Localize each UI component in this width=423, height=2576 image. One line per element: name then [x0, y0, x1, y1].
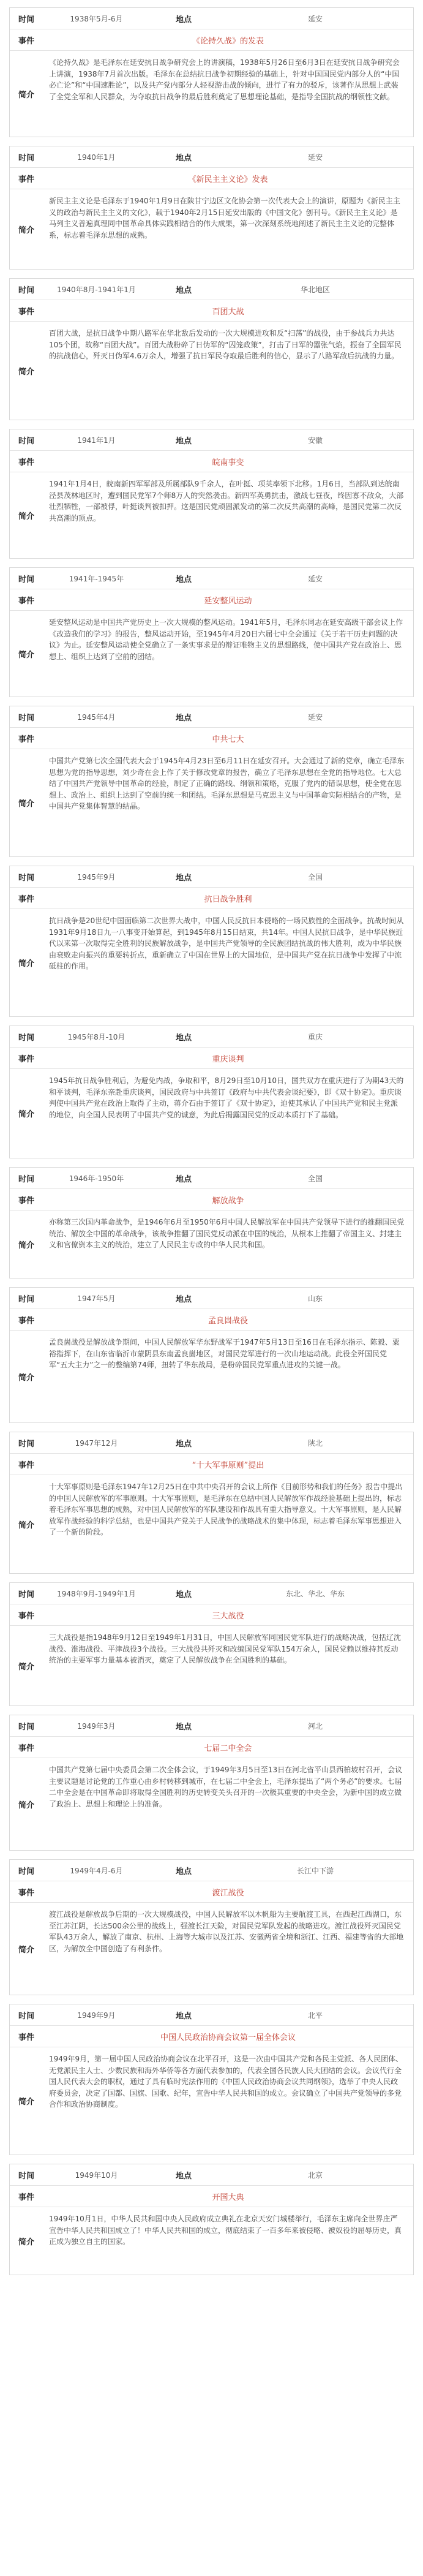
entry-time-row [10, 1026, 413, 1048]
place-label: 地点 [175, 1722, 192, 1732]
timeline-entry [9, 1287, 414, 1423]
time-label: 时间 [18, 1439, 35, 1449]
intro-label: 简介 [18, 1110, 35, 1119]
entry-intro-row [10, 189, 413, 269]
place-label: 地点 [175, 713, 192, 723]
timeline-entry [9, 1432, 414, 1574]
entry-intro-row [10, 1903, 413, 1995]
entry-event-row [10, 300, 413, 322]
entry-place: 北京 [307, 2170, 323, 2180]
event-label: 事件 [18, 1196, 35, 1206]
entry-intro-text: 三大战役是指1948年9月12日至1949年1月31日，中国人民解放军同国民党军队进行的战略决战，包括辽沈战役、淮海战役、平津战役3个战役。三大战役共歼灭和改编国民党军队154万余人，国民党赖以维持其反动统治的主要军事力量基本被消灭，奠定了人民解放战争在全国胜利的基础。 [49, 1633, 401, 1665]
entry-time: 1940年1月 [77, 153, 116, 162]
place-label: 地点 [175, 15, 192, 25]
entry-intro-text: 中国共产党第七次全国代表大会于1945年4月23日至6月11日在延安召开。大会通过了新的党章，确立毛泽东思想为党的指导思想，刘少奇在会上作了关于修改党章的报告，确立了毛泽东思想在全党的指导地位。七大总结了中国共产党领导中国革命的经验，制定了正确的路线、纲领和策略，克服了党内的错误思想，使全党在思想上、政治上、组织上达到了空前的统一和团结。毛泽东思想是马克思主义与中国革命实际相结合的产物，是中国共产党集体智慧的结晶。 [49, 757, 405, 811]
entry-time: 1948年9月-1949年1月 [57, 1589, 136, 1598]
entry-time: 1938年5月-6月 [70, 14, 123, 23]
entry-place: 华北地区 [300, 285, 330, 294]
entry-time: 1941年1月 [77, 436, 116, 445]
timeline-entry [9, 429, 414, 559]
entry-time-row [10, 2164, 413, 2186]
entry-intro-row [10, 1211, 413, 1278]
time-label: 时间 [18, 436, 35, 446]
event-label: 事件 [18, 1316, 35, 1326]
entry-intro-text: 1945年抗日战争胜利后，为避免内战，争取和平，8月29日至10月10日，国共双方在重庆进行了为期43天的和平谈判，毛泽东亲赴重庆谈判，国民政府与中共签订《政府与中共代表会谈纪要》，即《双十协定》。重庆谈判使中国共产党在政治上取得了主动，蒋介石由于签订了《双十协定》，迫使其承认了中国共产党和民主党派的地位，向全国人民表明了中国共产党的诚意，为此后揭露国民党的反动本质打下了基础。 [49, 1076, 404, 1119]
entry-event-row [10, 1604, 413, 1626]
time-label: 时间 [18, 1590, 35, 1600]
place-label: 地点 [175, 873, 192, 883]
event-label: 事件 [18, 458, 35, 467]
entry-event-row [10, 1309, 413, 1331]
place-label: 地点 [175, 2011, 192, 2021]
entry-intro-text: 1949年10月1日，中华人民共和国中央人民政府成立典礼在北京天安门城楼举行，毛泽东主席向全世界庄严宣告中华人民共和国成立了！中华人民共和国的成立，彻底结束了一百多年来被侵略、被奴役的屈辱历史，真正成为独立自主的国家。 [49, 2215, 402, 2246]
place-label: 地点 [175, 153, 192, 163]
event-label: 事件 [18, 36, 35, 46]
entry-place: 北平 [307, 2011, 323, 2020]
entry-event-row [10, 2186, 413, 2207]
entry-intro-text: 孟良崮战役是解放战争期间，中国人民解放军华东野战军于1947年5月13日至16日在毛泽东指示、陈毅、粟裕指挥下，在山东省临沂市蒙阴县东南孟良崮地区，对国民党军进行的一次山地运动战。此役全歼国民党军“五大主力”之一的整编第74师，扭转了华东战局，是粉碎国民党军重点进攻的关键一战。 [49, 1338, 400, 1370]
entry-intro-row [10, 909, 413, 1016]
entry-intro-row [10, 1331, 413, 1422]
time-label: 时间 [18, 1174, 35, 1184]
time-label: 时间 [18, 1867, 35, 1876]
entry-intro-row [10, 1475, 413, 1573]
event-label: 事件 [18, 1611, 35, 1621]
entry-intro-text: 1941年1月4日，皖南新四军军部及所属部队9千余人，在叶挺、项英率领下北移。1月6日，当部队到达皖南泾县茂林地区时，遭到国民党军7个师8万人的突然袭击。新四军英勇抗击，激战七昼夜，终因寡不敌众，大部壮烈牺牲，一部被俘，叶挺谈判被扣押。这是国民党顽固派发动的第二次反共高潮的高峰，是国民党第二次反共高潮的顶点。 [49, 480, 404, 523]
event-label: 事件 [18, 894, 35, 904]
event-label: 事件 [18, 1888, 35, 1898]
entry-time-row [10, 429, 413, 451]
intro-label: 简介 [18, 1945, 35, 1955]
entry-event-title: “十大军事原则”提出 [192, 1460, 264, 1470]
entry-event-row [10, 451, 413, 472]
entry-event-title: 解放战争 [212, 1196, 244, 1206]
place-label: 地点 [175, 1590, 192, 1600]
time-label: 时间 [18, 285, 35, 295]
entry-intro-text: 十大军事原则是毛泽东1947年12月25日在中共中央召开的会议上所作《目前形势和我们的任务》报告中提出的中国人民解放军的军事原则。十大军事原则，是毛泽东在总结中国人民解放军作战经验基础上提出的，标志着毛泽东军事思想的成熟，对中国人民解放军的军队建设和作战具有重大指导意义。十大军事原则，是人民解放军作战经验的科学总结，也是中国共产党关于人民战争的战略战术的集中体现，标志着毛泽东军事思想进入了一个新的阶段。 [49, 1483, 403, 1537]
event-label: 事件 [18, 175, 35, 184]
entry-event-title: 《新民主主义论》发表 [188, 175, 268, 184]
place-label: 地点 [175, 1867, 192, 1876]
event-label: 事件 [18, 1460, 35, 1470]
entry-event-title: 三大战役 [212, 1611, 244, 1621]
intro-label: 简介 [18, 512, 35, 521]
place-label: 地点 [175, 1294, 192, 1304]
entry-time: 1945年8月-10月 [67, 1032, 125, 1041]
entry-intro-text: 新民主主义论是毛泽东于1940年1月9日在陕甘宁边区文化协会第一次代表大会上的演讲，原题为《新民主主义的政治与新民主主义的文化》，载于1940年2月15日延安出版的《中国文化》创刊号。《新民主主义论》是马列主义普遍真理同中国革命具体实践相结合的伟大成果，第一次深刻系统地阐述了新民主主义论的完整体系，标志着毛泽东思想的成熟。 [49, 197, 400, 240]
entry-time-row [10, 1288, 413, 1309]
entry-time: 1947年12月 [75, 1438, 118, 1448]
timeline-entry [9, 1582, 414, 1706]
intro-label: 简介 [18, 1662, 35, 1672]
entry-place: 安徽 [307, 436, 323, 445]
entry-intro-text: 抗日战争是20世纪中国面临第二次世界大战中，中国人民反抗日本侵略的一场民族性的全面战争。抗战时间从1931年9月18日九一八事变开始算起，到1945年8月15日结束，共14年。中国人民抗日战争，是中华民族近代以来第一次取得完全胜利的民族解放战争，是中国共产党领导的全民族团结抗战的伟大胜利，成为中华民族由衰败走向振兴的重要转折点，重新确立了中国在世界上的大国地位，是中国共产党在抗日战争中发挥了中流砥柱的作用。 [49, 916, 404, 971]
entry-place: 全国 [307, 872, 323, 882]
entry-intro-text: 中国共产党第七届中央委员会第二次全体会议，于1949年3月5日至13日在河北省平山县西柏坡村召开，会议主要议题是讨论党的工作重心由乡村转移到城市，在七届二中全会上，毛泽东提出了“两个务必”的要求。七届二中全会是在中国革命即将取得全国胜利的历史转变关头召开的一次极其重要的中央全会，为新中国的成立做了政治上、思想上和理论上的准备。 [49, 1766, 403, 1808]
entry-place: 山东 [307, 1294, 323, 1303]
entry-time-row [10, 1583, 413, 1604]
entry-intro-row [10, 51, 413, 137]
entry-time-row [10, 146, 413, 168]
entry-event-title: 《论持久战》的发表 [192, 36, 264, 46]
entry-intro-row [10, 1758, 413, 1850]
timeline-entry [9, 706, 414, 857]
entry-place: 全国 [307, 1174, 323, 1183]
timeline-entry [9, 7, 414, 137]
entry-event-row [10, 1454, 413, 1475]
entry-event-row [10, 168, 413, 189]
entry-event-title: 中国人民政治协商会议第一届全体会议 [160, 2033, 296, 2042]
entry-event-title: 渡江战役 [212, 1888, 244, 1898]
time-label: 时间 [18, 873, 35, 883]
entry-place: 河北 [307, 1721, 323, 1731]
entry-time-row [10, 279, 413, 300]
entry-intro-row [10, 1626, 413, 1705]
entry-intro-row [10, 2047, 413, 2155]
timeline-entry [9, 1025, 414, 1158]
entry-time-row [10, 1168, 413, 1189]
entry-time-row [10, 866, 413, 888]
time-label: 时间 [18, 2011, 35, 2021]
entry-time: 1945年4月 [77, 712, 116, 722]
intro-label: 简介 [18, 959, 35, 969]
entry-event-row [10, 589, 413, 611]
entry-event-title: 皖南事变 [212, 458, 244, 467]
entry-time: 1949年9月 [77, 2011, 116, 2020]
entry-event-title: 延安整风运动 [204, 596, 252, 606]
entry-event-row [10, 728, 413, 749]
intro-label: 简介 [18, 799, 35, 809]
entry-time: 1945年9月 [77, 872, 116, 882]
entry-event-row [10, 888, 413, 909]
intro-label: 简介 [18, 1373, 35, 1383]
entry-intro-row [10, 1069, 413, 1158]
entry-place: 延安 [307, 574, 323, 583]
entry-event-title: 重庆谈判 [212, 1054, 244, 1064]
entry-intro-text: 延安整风运动是中国共产党历史上一次大规模的整风运动。1941年5月，毛泽东同志在延安高级干部会议上作《改造我们的学习》的报告，整风运动开始，至1945年4月20日六届七中全会通过《关于若干历史问题的决议》为止。延安整风运动使全党确立了一条实事求是的辩证唯物主义的思想路线，使中国共产党在政治上、思想上、组织上达到了空前的团结。 [49, 618, 403, 661]
timeline-entry [9, 2004, 414, 2155]
place-label: 地点 [175, 575, 192, 584]
entry-time: 1949年10月 [75, 2170, 118, 2180]
entry-event-row [10, 1189, 413, 1211]
intro-label: 简介 [18, 225, 35, 235]
entry-place: 东北、华北、华东 [285, 1589, 345, 1598]
entry-place: 延安 [307, 153, 323, 162]
entry-place: 长江中下游 [296, 1866, 334, 1875]
entry-time: 1949年4月-6月 [70, 1866, 123, 1875]
entry-time: 1947年5月 [77, 1294, 116, 1303]
entry-time-row [10, 8, 413, 29]
time-label: 时间 [18, 1722, 35, 1732]
intro-label: 简介 [18, 1800, 35, 1810]
place-label: 地点 [175, 1033, 192, 1043]
place-label: 地点 [175, 1174, 192, 1184]
entry-time-row [10, 2004, 413, 2026]
entry-intro-text: 渡江战役是解放战争后期的一次大规模战役，中国人民解放军以木帆船为主要航渡工具，在西起江西湖口，东至江苏江阴，长达500余公里的战线上，强渡长江天险，对国民党军队发起的战略进攻。渡江战役歼灭国民党军队43万余人，解放了南京、杭州、上海等大城市以及江苏、安徽两省全境和浙江、江西、福建等省的大部地区，为解放全中国创造了有利条件。 [49, 1910, 404, 1953]
timeline-entry [9, 1859, 414, 1995]
intro-label: 简介 [18, 367, 35, 377]
entry-intro-text: 亦称第三次国内革命战争，是1946年6月至1950年6月中国人民解放军在中国共产党领导下进行的推翻国民党统治、解放全中国的革命战争，该战争推翻了国民党反动派在中国的统治，从根本上推翻了帝国主义、封建主义和官僚资本主义的统治，建立了人民民主专政的中华人民共和国。 [49, 1218, 405, 1250]
intro-label: 简介 [18, 2237, 35, 2247]
entry-intro-text: 百团大战，是抗日战争中期八路军在华北敌后发动的一次大规模进攻和反“扫荡”的战役，由于参战兵力共达105个团，故称“百团大战”。百团大战粉碎了日伪军的“囚笼政策”，打击了日军的嚣张气焰，振奋了全国军民的抗战信心，歼灭日伪军4.6万余人，增强了抗日军民夺取最后胜利的信心，显示了八路军敌后抗战的力量。 [49, 329, 402, 361]
place-label: 地点 [175, 285, 192, 295]
entry-time-row [10, 1715, 413, 1737]
event-label: 事件 [18, 596, 35, 606]
time-label: 时间 [18, 1294, 35, 1304]
entry-intro-text: 《论持久战》是毛泽东在延安抗日战争研究会上的讲演稿，1938年5月26日至6月3日在延安抗日战争研究会上讲演，1938年7月首次出版。毛泽东在总结抗日战争初期经验的基础上，针对中国国民党内部分人的“中国必亡论”和“中国速胜论”，以及共产党内部分人轻视游击战的倾向，进行了有力的驳斥，该著作从思想上武装了全党全军和人民群众，为夺取抗日战争的最后胜利奠定了思想理论基础，是指导全国抗战的纲领性文献。 [49, 58, 400, 101]
intro-label: 简介 [18, 90, 35, 100]
intro-label: 简介 [18, 2098, 35, 2107]
event-label: 事件 [18, 1054, 35, 1064]
entry-event-row [10, 1048, 413, 1069]
timeline-entry [9, 146, 414, 270]
entry-intro-text: 1949年9月，第一届中国人民政治协商会议在北平召开，这是一次由中国共产党和各民主党派、各人民团体、无党派民主人士、少数民族和海外华侨等各方面代表参加的，代表全国各民族人民大团结的会议。会议代行全国人民代表大会的职权，通过了具有临时宪法作用的《中国人民政治协商会议共同纲领》，选举了中央人民政府委员会，决定了国都、国旗、国歌、纪年，宣告中华人民共和国的成立。会议确立了中国共产党领导的多党合作和政治协商制度。 [49, 2055, 403, 2109]
time-label: 时间 [18, 575, 35, 584]
entry-event-row [10, 2026, 413, 2047]
entry-event-row [10, 1737, 413, 1758]
timeline-entry [9, 278, 414, 420]
entry-time: 1940年8月-1941年1月 [57, 285, 136, 294]
entry-time-row [10, 1432, 413, 1454]
entry-intro-row [10, 2207, 413, 2275]
intro-label: 简介 [18, 650, 35, 660]
intro-label: 简介 [18, 1241, 35, 1250]
entry-intro-row [10, 472, 413, 558]
event-label: 事件 [18, 1743, 35, 1753]
entry-intro-row [10, 322, 413, 420]
time-label: 时间 [18, 15, 35, 25]
place-label: 地点 [175, 1439, 192, 1449]
event-label: 事件 [18, 307, 35, 317]
timeline-entry [9, 2164, 414, 2275]
time-label: 时间 [18, 2171, 35, 2181]
entry-time: 1949年3月 [77, 1721, 116, 1731]
entry-time: 1946年-1950年 [69, 1174, 124, 1183]
entry-event-row [10, 1881, 413, 1903]
entry-event-title: 七届二中全会 [204, 1743, 252, 1753]
entry-time-row [10, 568, 413, 589]
place-label: 地点 [175, 2171, 192, 2181]
event-label: 事件 [18, 735, 35, 744]
entry-time-row [10, 706, 413, 728]
entry-event-row [10, 29, 413, 51]
entry-time: 1941年-1945年 [69, 574, 124, 583]
entry-event-title: 孟良崮战役 [208, 1316, 248, 1326]
entry-event-title: 抗日战争胜利 [204, 894, 252, 904]
entry-intro-row [10, 749, 413, 856]
time-label: 时间 [18, 153, 35, 163]
entry-place: 延安 [307, 14, 323, 23]
time-label: 时间 [18, 1033, 35, 1043]
timeline-entry [9, 1715, 414, 1851]
timeline-entry [9, 866, 414, 1017]
timeline-entry [9, 1167, 414, 1279]
intro-label: 简介 [18, 1520, 35, 1530]
entry-event-title: 开国大典 [212, 2193, 244, 2202]
entry-time-row [10, 1860, 413, 1881]
timeline-entry [9, 567, 414, 697]
entry-place: 陕北 [307, 1438, 323, 1448]
event-label: 事件 [18, 2033, 35, 2042]
entry-place: 延安 [307, 712, 323, 722]
entry-intro-row [10, 611, 413, 697]
entry-event-title: 百团大战 [212, 307, 244, 317]
entry-event-title: 中共七大 [212, 735, 244, 744]
entry-place: 重庆 [307, 1032, 323, 1041]
place-label: 地点 [175, 436, 192, 446]
event-label: 事件 [18, 2193, 35, 2202]
time-label: 时间 [18, 713, 35, 723]
